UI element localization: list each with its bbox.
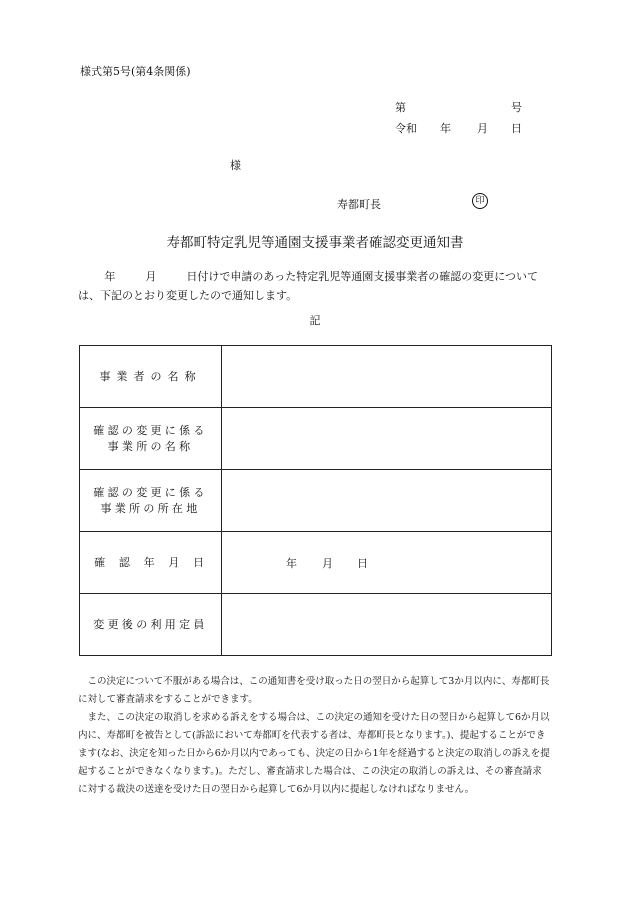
date-era: 令和 <box>395 122 417 135</box>
row-value <box>222 594 552 656</box>
label-line: 変更後の利用定員 <box>93 617 208 631</box>
note-paragraph: この決定について不服がある場合は、この通知書を受け取った日の翌日から起算して3か月以内に、寿都町長に対して審査請求をすることができます。 <box>78 676 550 705</box>
date-month: 月 <box>477 122 488 135</box>
intro-year: 年 <box>104 270 116 283</box>
row-label <box>80 408 222 470</box>
label-line: 事業所の名称 <box>107 439 194 453</box>
detail-table <box>79 345 552 656</box>
addressee-suffix: 様 <box>230 159 241 172</box>
row-value <box>222 346 552 408</box>
table-row <box>80 532 552 594</box>
issuer-name: 寿都町長 <box>337 198 381 211</box>
date-year: 年 <box>440 122 451 135</box>
confirm-month: 月 <box>322 557 333 570</box>
row-label <box>80 346 222 408</box>
row-value <box>222 408 552 470</box>
table-row <box>80 346 552 408</box>
label-line: 確認年月日 <box>94 555 218 569</box>
date-day: 日 <box>511 122 522 135</box>
ki-heading: 記 <box>309 314 321 327</box>
doc-number-suffix: 号 <box>511 101 522 114</box>
row-label <box>80 470 222 532</box>
note-paragraph: また、この決定の取消しを求める訴えをする場合は、この決定の通知を受けた日の翌日から起算して6か月以内に、寿都町を被告として(訴訟において寿都町を代表する者は、寿都町長となります。)、提起することができます(なお、決定を知った日から6か月以内であっても、決定の日から1年を経過すると決定の取消しの訴えを提起することができなくなります。)。ただし、審査請求した場合は、この決定の取消しの訴えは、その審査請求に対する裁決の送達を受けた日の翌日から起算して6か月以内に提起しなければなりません。 <box>78 712 550 795</box>
intro-paragraph <box>78 267 550 305</box>
intro-text: 日付けで申請のあった特定乳児等通園支援事業者の確認の変更については、下記のとおり変更したので通知します。 <box>78 270 539 302</box>
confirm-day: 日 <box>357 557 368 570</box>
row-value <box>222 470 552 532</box>
table-row <box>80 594 552 656</box>
document-title: 寿都町特定乳児等通園支援事業者確認変更通知書 <box>166 235 464 251</box>
label-line: 事業所の所在地 <box>100 501 201 515</box>
intro-month: 月 <box>145 270 157 283</box>
form-number: 様式第5号(第4条関係) <box>80 65 191 78</box>
table-row <box>80 408 552 470</box>
seal-mark: 印 <box>472 193 488 209</box>
notes-section <box>78 673 550 799</box>
table-row <box>80 470 552 532</box>
label-line: 事業者の名称 <box>99 369 202 383</box>
confirm-year: 年 <box>286 557 297 570</box>
label-line: 確認の変更に係る <box>93 423 208 437</box>
row-label <box>80 532 222 594</box>
label-line: 確認の変更に係る <box>93 485 208 499</box>
row-value-date <box>222 532 552 594</box>
row-label <box>80 594 222 656</box>
doc-number-prefix: 第 <box>395 101 406 114</box>
